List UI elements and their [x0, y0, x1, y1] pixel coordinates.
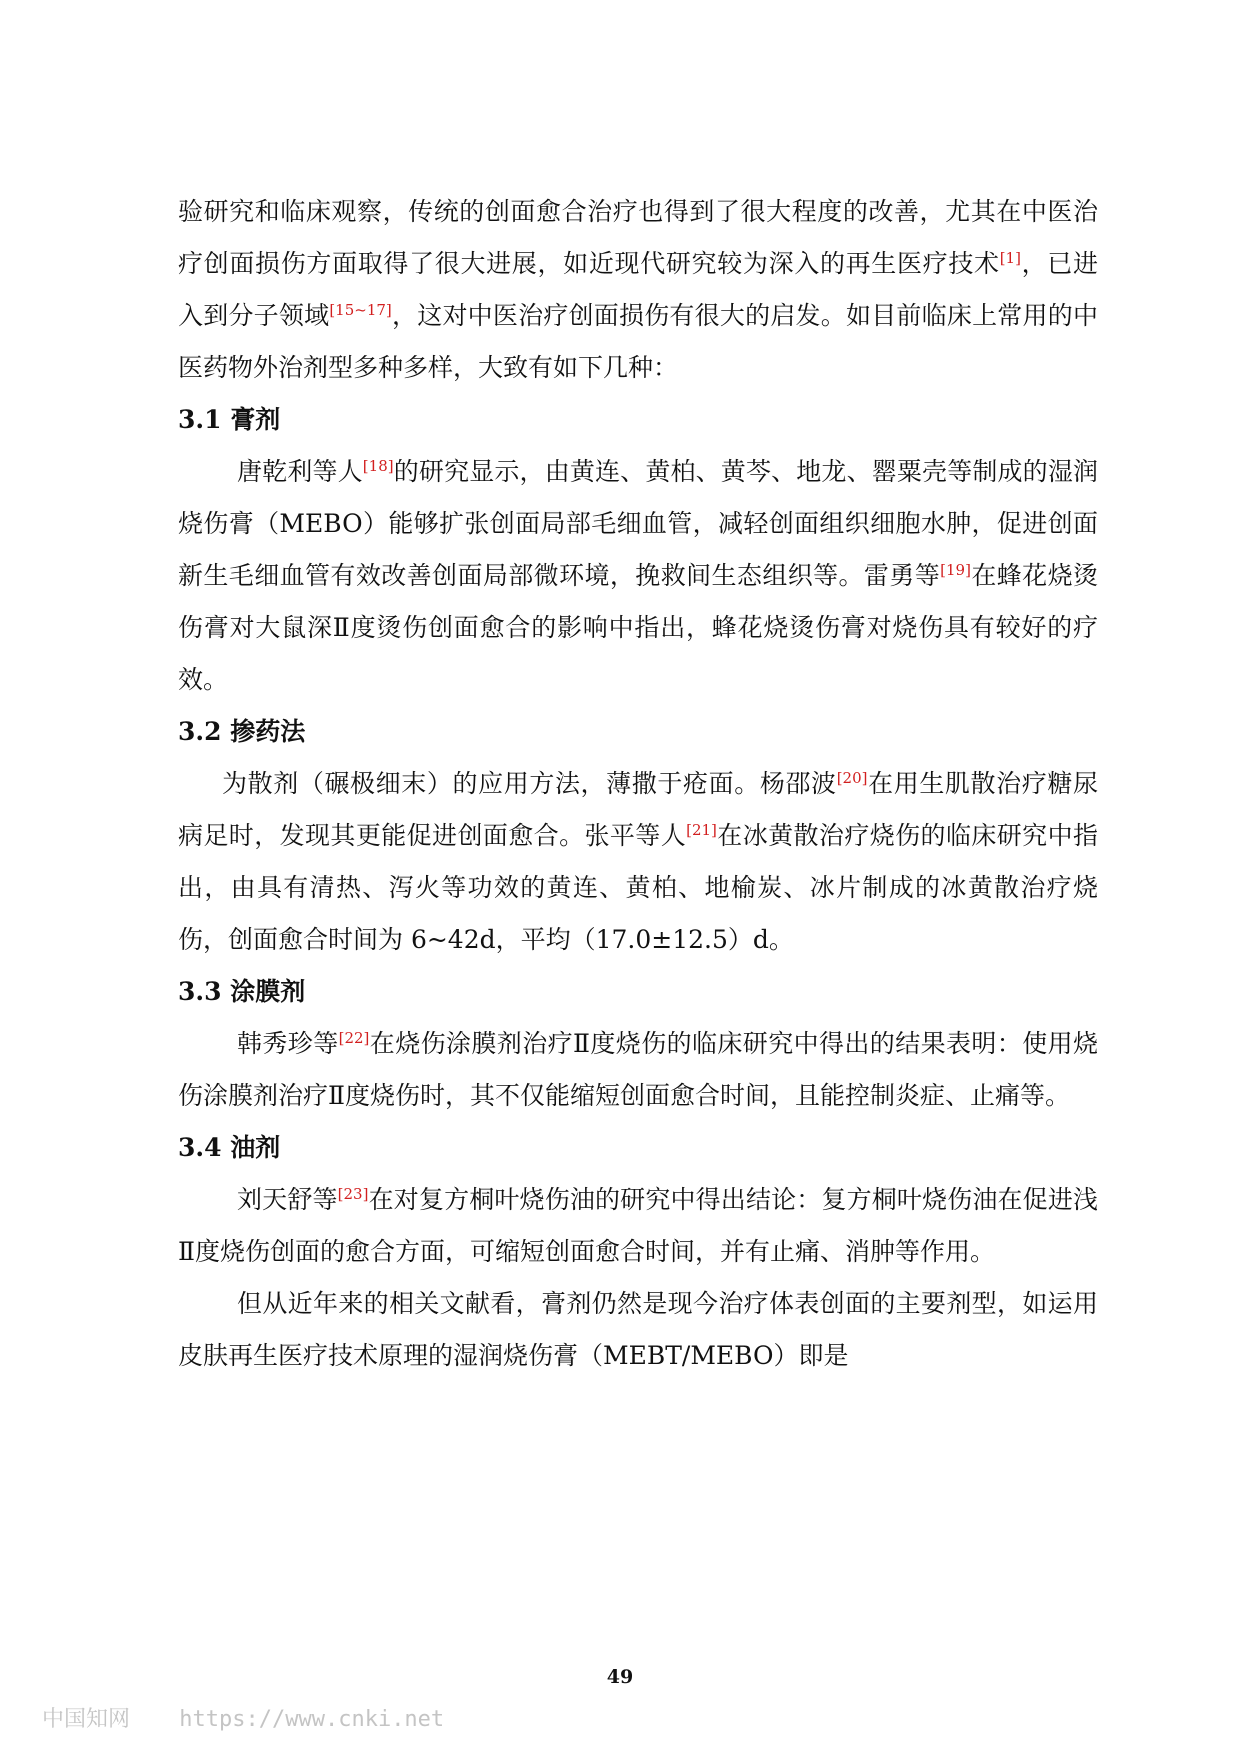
text-segment: 在对复方桐叶烧伤油的研究中得出结论：复方桐叶烧伤油在促进浅Ⅱ度烧伤创面的愈合方面，可缩短创面愈合时间，并有止痛、消肿等作用。 — [178, 1185, 1098, 1266]
citation[interactable]: [22] — [338, 1029, 370, 1047]
text-segment: 为散剂（碾极细末）的应用方法，薄撒于疮面。杨邵波 — [222, 769, 837, 798]
paragraph — [178, 758, 1098, 966]
citation[interactable]: [20] — [836, 769, 868, 787]
paragraph — [178, 446, 1098, 706]
paragraph: 但从近年来的相关文献看，膏剂仍然是现今治疗体表创面的主要剂型，如运用皮肤再生医疗技术原理的湿润烧伤膏（MEBT/MEBO）即是 — [178, 1289, 1098, 1370]
citation[interactable]: [19] — [940, 561, 971, 579]
paragraph — [178, 1174, 1098, 1278]
watermark-url: https://www.cnki.net — [179, 1707, 445, 1732]
section-heading: 3.2 掺药法 — [178, 717, 306, 746]
section-heading: 3.1 膏剂 — [178, 405, 281, 434]
text-segment: ，这对中医治疗创面损伤有很大的启发。如目前临床上常用的中医药物外治剂型多种多样，大致有如下几种： — [178, 301, 1098, 382]
watermark-brand: 中国知网 — [42, 1707, 131, 1732]
text-segment: 刘天舒等 — [237, 1185, 338, 1214]
paragraph — [178, 186, 1098, 394]
text-segment: 在蜂花烧烫伤膏对大鼠深Ⅱ度烫伤创面愈合的影响中指出，蜂花烧烫伤膏对烧伤具有较好的疗效。 — [178, 561, 1098, 694]
text-segment: 在烧伤涂膜剂治疗Ⅱ度烧伤的临床研究中得出的结果表明：使用烧伤涂膜剂治疗Ⅱ度烧伤时，其不仅能缩短创面愈合时间，且能控制炎症、止痛等。 — [178, 1029, 1098, 1110]
page-body — [178, 186, 1098, 1382]
paragraph — [178, 1018, 1098, 1122]
text-segment: 的研究显示，由黄连、黄柏、黄芩、地龙、罂粟壳等制成的湿润烧伤膏（MEBO）能够扩张创面局部毛细血管，减轻创面组织细胞水肿，促进创面新生毛细血管有效改善创面局部微环境，挽救间生态组织等。雷勇等 — [178, 457, 1098, 590]
text-segment: 唐乾利等人 — [237, 457, 363, 486]
text-segment: 在冰黄散治疗烧伤的临床研究中指出，由具有清热、泻火等功效的黄连、黄柏、地榆炭、冰片制成的冰黄散治疗烧伤，创面愈合时间为 6~42d，平均（17.0±12.5）d。 — [178, 821, 1098, 954]
text-segment: 在用生肌散治疗糖尿病足时，发现其更能促进创面愈合。张平等人 — [178, 769, 1098, 850]
citation[interactable]: [23] — [337, 1185, 369, 1203]
page-number: 49 — [606, 1666, 634, 1688]
text-segment: ，已进入到分子领域 — [178, 249, 1098, 330]
citation[interactable]: [15~17] — [329, 301, 392, 319]
section-heading: 3.4 油剂 — [178, 1133, 281, 1162]
section-heading: 3.3 涂膜剂 — [178, 977, 306, 1006]
watermark — [42, 1702, 444, 1733]
citation[interactable]: [18] — [362, 457, 394, 475]
text-segment: 验研究和临床观察，传统的创面愈合治疗也得到了很大程度的改善，尤其在中医治疗创面损伤方面取得了很大进展，如近现代研究较为深入的再生医疗技术 — [178, 197, 1098, 278]
text-segment: 韩秀珍等 — [237, 1029, 339, 1058]
citation[interactable]: [1] — [999, 249, 1021, 267]
citation[interactable]: [21] — [686, 821, 717, 839]
